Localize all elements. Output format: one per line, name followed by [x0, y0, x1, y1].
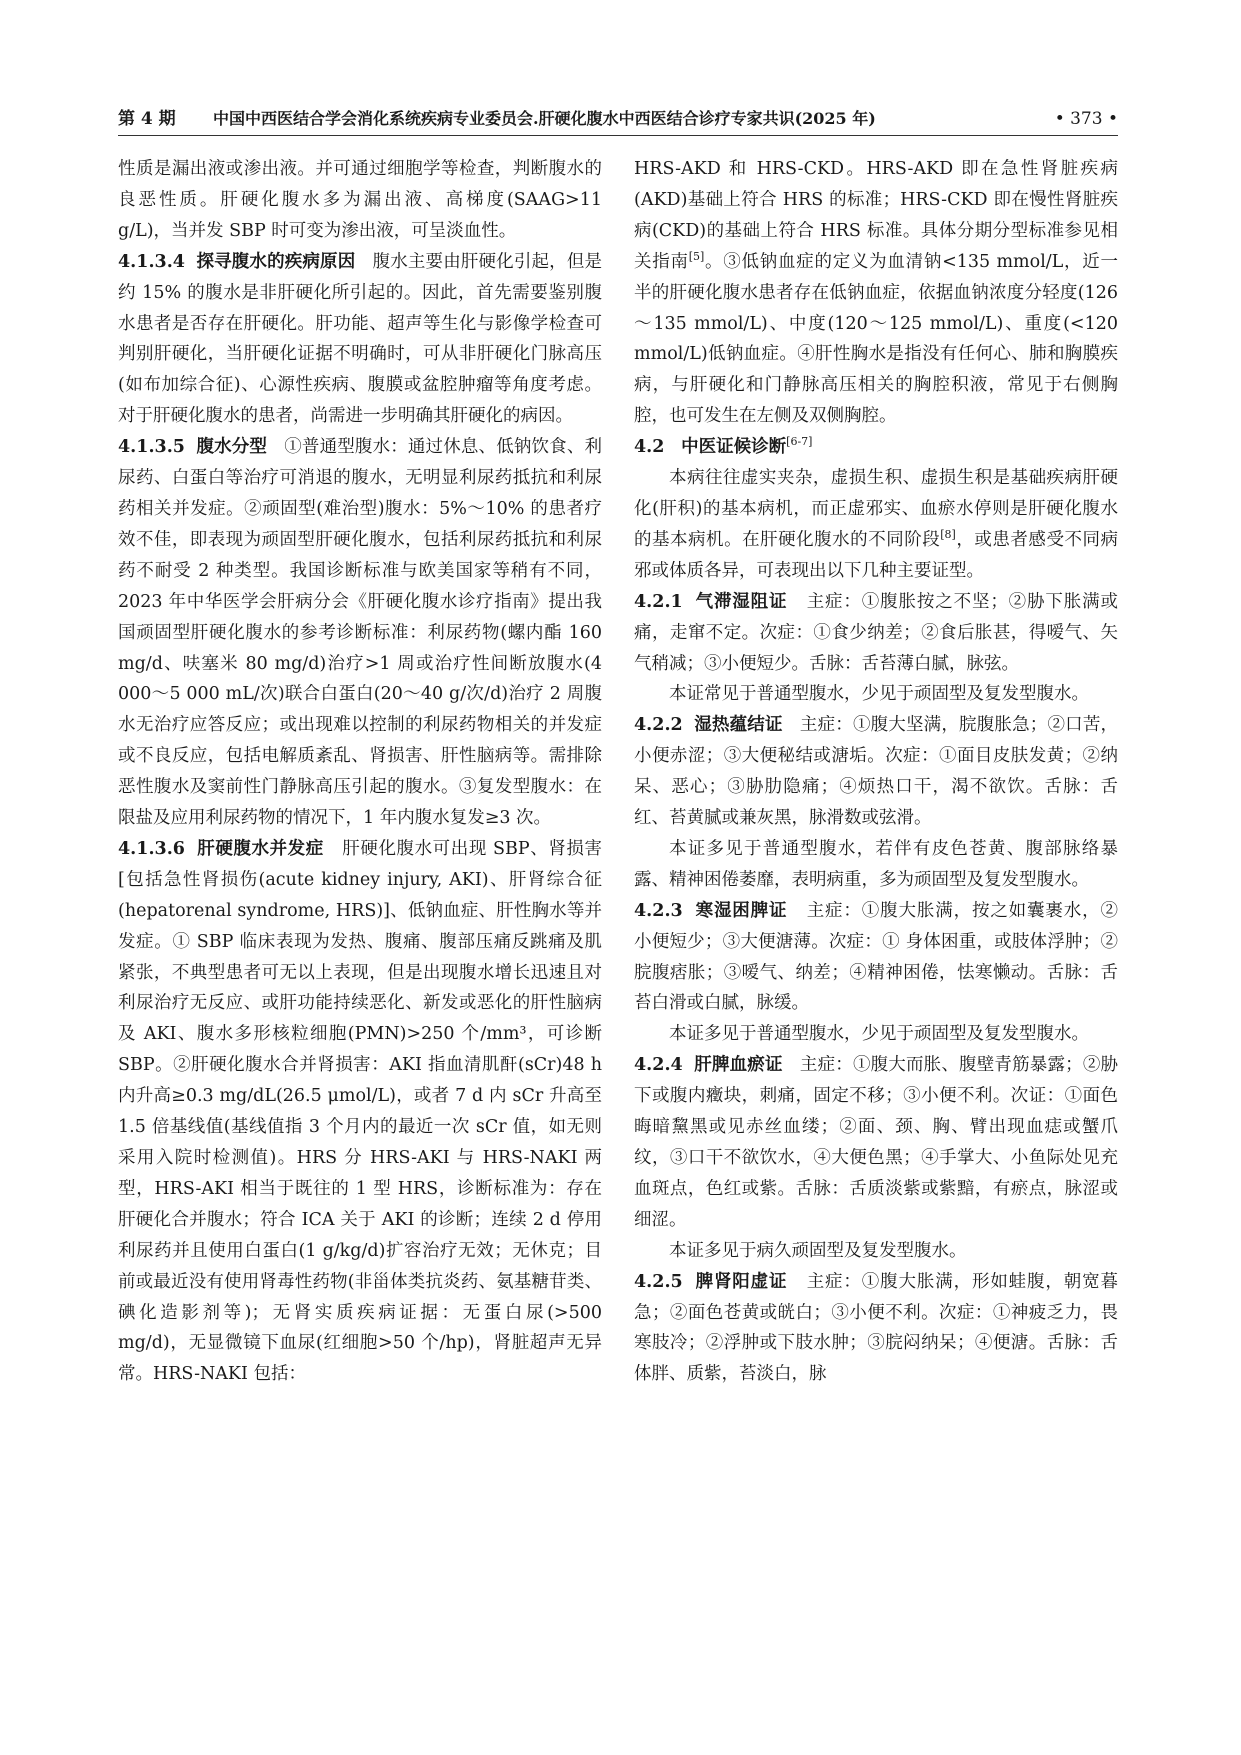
section-text: 主症：①腹大坚满，脘腹胀急；②口苦，小便赤涩；③大便秘结或溏垢。次症：①面目皮肤发黄；②纳呆、恶心；③胁肋隐痛；④烦热口干，渴不欲饮。舌脉：舌红、苔黄腻或兼灰黑，脉滑数或弦滑。	[634, 715, 1118, 829]
paragraph-text: 本病往往虚实夹杂，虚损生积、虚损生积是基础疾病肝硬化(肝积)的基本病机，而正虚邪实、血瘀水停则是肝硬化腹水的基本病机。在肝硬化腹水的不同阶段	[634, 468, 1118, 550]
section-number: 4.2.1	[634, 591, 683, 612]
paragraph: 本证多见于病久顽固型及复发型腹水。	[669, 1240, 967, 1261]
section-4-2-4	[634, 1050, 1118, 1235]
section-text: 主症：①腹大胀满，形如蛙腹，朝宽暮急；②面色苍黄或㿠白；③小便不利。次症：①神疲乏力，畏寒肢冷；②浮肿或下肢水肿；③脘闷纳呆；④便溏。舌脉：舌体胖、质紫，苔淡白，脉	[634, 1271, 1118, 1385]
section-4-2-3	[634, 896, 1118, 1020]
section-text: ①普通型腹水：通过休息、低钠饮食、利尿药、白蛋白等治疗可消退的腹水，无明显利尿药抵抗和利尿药相关并发症。②顽固型(难治型)腹水：5%～10% 的患者疗效不佳，即表现为顽固型肝硬化腹水，包括利尿药抵抗和利尿药不耐受 2 种类型。我国诊断标准与欧美国家等稍有不同，2023 年中华医学会肝病分会《肝硬化腹水诊疗指南》提出我国顽固型肝硬化腹水的参考诊断标准：利尿药物(螺内酯 160 mg/d、呋塞米 80 mg/d)治疗>1 周或治疗性间断放腹水(4 000～5 000 mL/次)联合白蛋白(20～40 g/次/d)治疗 2 周腹水无治疗应答反应；或出现难以控制的利尿药物相关的并发症或不良反应，包括电解质紊乱、肾损害、肝性脑病等。需排除恶性腹水及窦前性门静脉高压引起的腹水。③复发型腹水：在限盐及应用利尿药物的情况下，1 年内腹水复发≥3 次。	[118, 437, 602, 829]
section-title: 气滞湿阻证	[695, 591, 788, 612]
section-text: 主症：①腹胀按之不坚；②胁下胀满或痛，走窜不定。次症：①食少纳差；②食后胀甚，得嗳气、矢气稍减；③小便短少。舌脉：舌苔薄白腻，脉弦。	[634, 591, 1118, 674]
section-text: 肝硬化腹水可出现 SBP、肾损害[包括急性肾损伤(acute kidney injury, AKI)、肝肾综合征(hepatorenal syndrome, HRS)]、低钠血症、肝性胸水等并发症。① SBP 临床表现为发热、腹痛、腹部压痛反跳痛及肌紧张，不典型患者可无以上表现，但是出现腹水增长迅速且对利尿治疗无反应、或肝功能持续恶化、新发或恶化的肝性脑病及 AKI、腹水多形核粒细胞(PMN)>250 个/mm³，可诊断 SBP。②肝硬化腹水合并肾损害：AKI 指血清肌酐(sCr)48 h 内升高≥0.3 mg/dL(26.5 μmol/L)，或者 7 d 内 sCr 升高至 1.5 倍基线值(基线值指 3 个月内的最近一次 sCr 值，如无则采用入院时检测值)。HRS 分 HRS-AKI 与 HRS-NAKI 两型，HRS-AKI 相当于既往的 1 型 HRS，诊断标准为：存在肝硬化合并腹水；符合 ICA 关于 AKI 的诊断；连续 2 d 停用利尿药并且使用白蛋白(1 g/kg/d)扩容治疗无效；无休克；目前或最近没有使用肾毒性药物(非甾体类抗炎药、氨基糖苷类、碘化造影剂等)；无肾实质疾病证据：无蛋白尿(>500 mg/d)，无显微镜下血尿(红细胞>50 个/hp)，肾脏超声无异常。HRS-NAKI 包括：	[118, 838, 602, 1385]
page-number: • 373 •	[1054, 109, 1118, 129]
section-title: 探寻腹水的疾病原因	[196, 251, 356, 272]
section-text: 腹水主要由肝硬化引起，但是约 15% 的腹水是非肝硬化所引起的。因此，首先需要鉴别腹水患者是否存在肝硬化。肝功能、超声等生化与影像学检查可判别肝硬化，当肝硬化证据不明确时，可从非肝硬化门脉高压(如布加综合征)、心源性疾病、腹膜或盆腔肿瘤等角度考虑。对于肝硬化腹水的患者，尚需进一步明确其肝硬化的病因。	[118, 251, 602, 427]
section-title: 肝硬腹水并发症	[197, 838, 324, 859]
section-number: 4.2.2	[634, 715, 683, 736]
left-column	[118, 154, 602, 1390]
citation: [6-7]	[786, 435, 813, 449]
section-number: 4.2.4	[634, 1055, 683, 1076]
section-title: 脾肾阳虚证	[695, 1271, 788, 1292]
issue-label: 第 4 期	[118, 109, 176, 129]
section-number: 4.1.3.4	[118, 251, 185, 272]
running-title: 中国中西医结合学会消化系统疾病专业委员会.肝硬化腹水中西医结合诊疗专家共识(2025 年)	[213, 109, 876, 128]
paragraph: 性质是漏出液或渗出液。并可通过细胞学等检查，判断腹水的良恶性质。肝硬化腹水多为漏出液、高梯度(SAAG>11 g/L)，当并发 SBP 时可变为渗出液，可呈淡血性。	[118, 159, 602, 241]
paragraph: 本证常见于普通型腹水，少见于顽固型及复发型腹水。	[669, 684, 1089, 705]
citation: [5]	[688, 249, 705, 263]
paragraph: 本证多见于普通型腹水，少见于顽固型及复发型腹水。	[669, 1024, 1089, 1045]
section-number: 4.2.3	[634, 900, 683, 921]
citation: [8]	[940, 528, 956, 542]
section-title: 中医证候诊断	[681, 437, 787, 458]
section-4-1-3-4	[118, 247, 602, 432]
paragraph-text: ，或患者感受不同病邪或体质各异，可表现出以下几种主要证型。	[634, 529, 1118, 581]
paragraph: 本证多见于普通型腹水，若伴有皮色苍黄、腹部脉络暴露、精神困倦萎靡，表明病重，多为顽固型及复发型腹水。	[634, 838, 1118, 890]
section-title: 肝脾血瘀证	[694, 1055, 783, 1076]
section-text: 主症：①腹大而胀、腹壁青筋暴露；②胁下或腹内癥块，刺痛，固定不移；③小便不利。次证：①面色晦暗黧黑或见赤丝血缕；②面、颈、胸、臂出现血痣或蟹爪纹，③口干不欲饮水，④大便色黑；④手掌大、小鱼际处见充血斑点，色红或紫。舌脉：舌质淡紫或紫黯，有瘀点，脉涩或细涩。	[634, 1055, 1118, 1230]
paragraph	[634, 154, 1118, 432]
section-title: 腹水分型	[196, 437, 268, 458]
section-text: 主症：①腹大胀满，按之如囊裹水，② 小便短少；③大便溏薄。次症：① 身体困重，或肢体浮肿；②脘腹痞胀；③嗳气、纳差；④精神困倦，怯寒懒动。舌脉：舌苔白滑或白腻，脉缓。	[634, 900, 1118, 1014]
section-4-2-heading	[634, 432, 1118, 463]
section-4-2-2	[634, 710, 1118, 834]
paragraph-text: HRS-AKD 和 HRS-CKD。HRS-AKD 即在急性肾脏疾病(AKD)基础上符合 HRS 的标准；HRS-CKD 即在慢性肾脏疾病(CKD)的基础上符合 HRS 标准。具体分期分型标准参见相关指南	[634, 159, 1118, 272]
section-4-2-1	[634, 587, 1118, 680]
section-4-2-5	[634, 1267, 1118, 1391]
section-4-1-3-5	[118, 432, 602, 834]
section-4-1-3-6	[118, 834, 602, 1390]
paragraph-text: 。③低钠血症的定义为血清钠<135 mmol/L，近一半的肝硬化腹水患者存在低钠血症，依据血钠浓度分轻度(126～135 mmol/L)、中度(120～125 mmol/L)、重度(<120 mmol/L)低钠血症。④肝性胸水是指没有任何心、肺和胸膜疾病，与肝硬化和门静脉高压相关的胸腔积液，常见于右侧胸腔，也可发生在左侧及双侧胸腔。	[634, 251, 1119, 427]
section-title: 寒湿困脾证	[695, 900, 788, 921]
section-number: 4.1.3.5	[118, 437, 185, 458]
running-header	[118, 104, 1118, 134]
paragraph	[634, 463, 1118, 587]
section-title: 湿热蕴结证	[694, 715, 783, 736]
section-number: 4.2	[634, 437, 665, 458]
section-number: 4.1.3.6	[118, 838, 185, 859]
header-rule	[118, 135, 1118, 136]
section-number: 4.2.5	[634, 1271, 683, 1292]
right-column	[634, 154, 1118, 1390]
